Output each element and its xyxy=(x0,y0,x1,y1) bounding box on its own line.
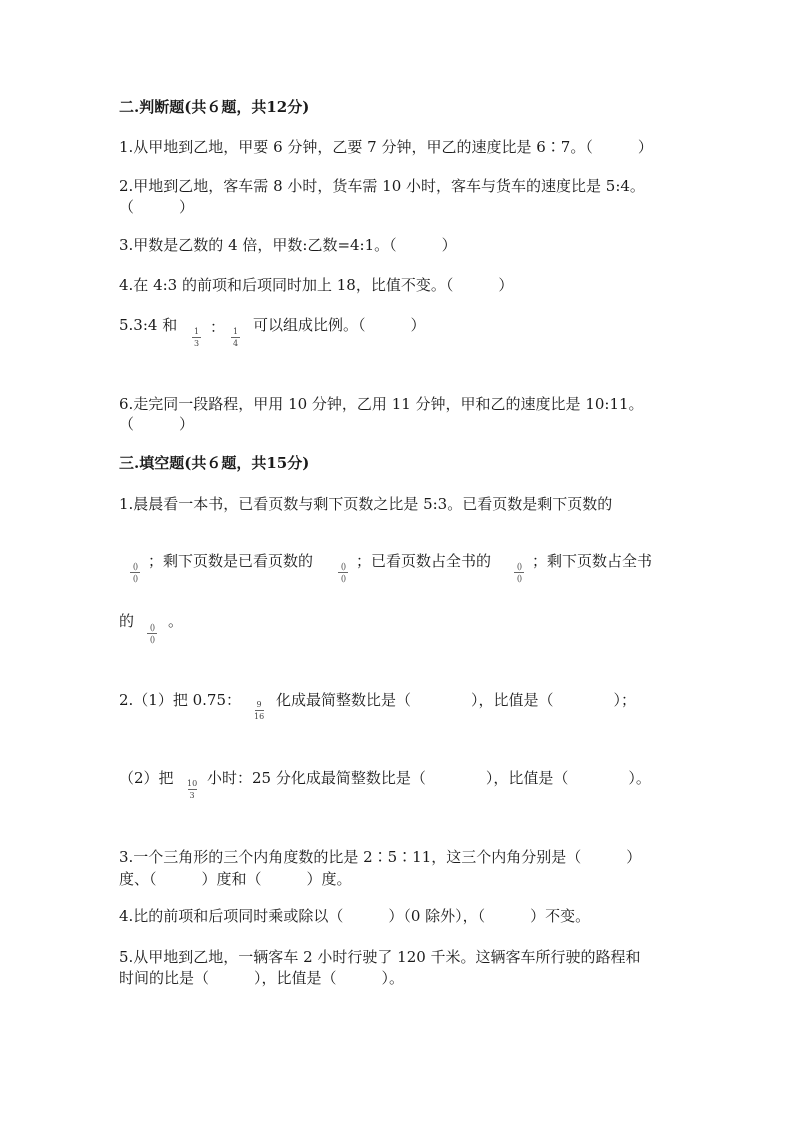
judgement-question-4: 4.在 4:3 的前项和后项同时加上 18，比值不变。（ ） xyxy=(119,276,514,294)
fraction-blank-4: () () xyxy=(147,623,157,644)
judgement-question-6-bracket: （ ） xyxy=(119,415,195,433)
fill-question-1-part-4: 的 xyxy=(119,612,135,630)
fill-question-2-part-1-suffix: 化成最简整数比是（ ），比值是（ ）； xyxy=(276,691,637,709)
fill-question-2-part-1-prefix: 2.（1）把 0.75： xyxy=(119,691,242,709)
fill-question-1-part-2: ；已看页数占全书的 xyxy=(356,552,492,570)
judgement-question-3: 3.甲数是乙数的 4 倍，甲数:乙数=4:1。（ ） xyxy=(119,236,457,254)
fill-question-1-part-3: ；剩下页数占全书 xyxy=(532,552,653,570)
fraction-blank-3: () () xyxy=(514,562,524,583)
fill-question-4: 4.比的前项和后项同时乘或除以（ ）（0 除外），（ ）不变。 xyxy=(119,907,591,925)
fill-question-1-part-1: ；剩下页数是已看页数的 xyxy=(148,552,314,570)
judgement-question-5-colon: ： xyxy=(210,318,226,336)
judgement-question-5-prefix: 5.3:4 和 xyxy=(119,316,178,334)
fraction-ten-thirds: 10 3 xyxy=(187,779,198,800)
fraction-one-third: 1 3 xyxy=(193,327,200,348)
fill-question-2-part-2-suffix: 小时：25 分化成最简整数比是（ ），比值是（ ）。 xyxy=(207,769,651,787)
fraction-one-fourth: 1 4 xyxy=(232,327,239,348)
fill-question-1-end: 。 xyxy=(168,612,184,630)
fraction-blank-1: () () xyxy=(130,562,140,583)
fill-question-3: 3.一个三角形的三个内角度数的比是 2∶5∶11，这三个内角分别是（ ） xyxy=(119,848,642,866)
judgement-question-6: 6.走完同一段路程，甲用 10 分钟，乙用 11 分钟，甲和乙的速度比是 10:11。 xyxy=(119,395,644,413)
fraction-blank-2: () () xyxy=(338,562,348,583)
fill-question-5-continued: 时间的比是（ ），比值是（ ）。 xyxy=(119,969,405,987)
fill-question-5: 5.从甲地到乙地，一辆客车 2 小时行驶了 120 千米。这辆客车所行驶的路程和 xyxy=(119,948,641,966)
fraction-nine-sixteenths: 9 16 xyxy=(254,700,265,721)
judgement-question-2: 2.甲地到乙地，客车需 8 小时，货车需 10 小时，客车与货车的速度比是 5:4。 xyxy=(119,177,645,195)
fill-question-2-part-2-prefix: （2）把 xyxy=(119,769,174,787)
section-title-fill-in: 三.填空题(共６题，共15分) xyxy=(119,454,310,472)
judgement-question-1: 1.从甲地到乙地，甲要 6 分钟，乙要 7 分钟，甲乙的速度比是 6∶7。（ ） xyxy=(119,138,653,156)
judgement-question-5-suffix: 可以组成比例。（ ） xyxy=(253,316,426,334)
fill-question-1: 1.晨晨看一本书，已看页数与剩下页数之比是 5:3。已看页数是剩下页数的 xyxy=(119,495,613,513)
section-title-judgement: 二.判断题(共６题，共12分) xyxy=(119,98,310,116)
fill-question-3-continued: 度、（ ）度和（ ）度。 xyxy=(119,870,352,888)
judgement-question-2-bracket: （ ） xyxy=(119,198,195,216)
